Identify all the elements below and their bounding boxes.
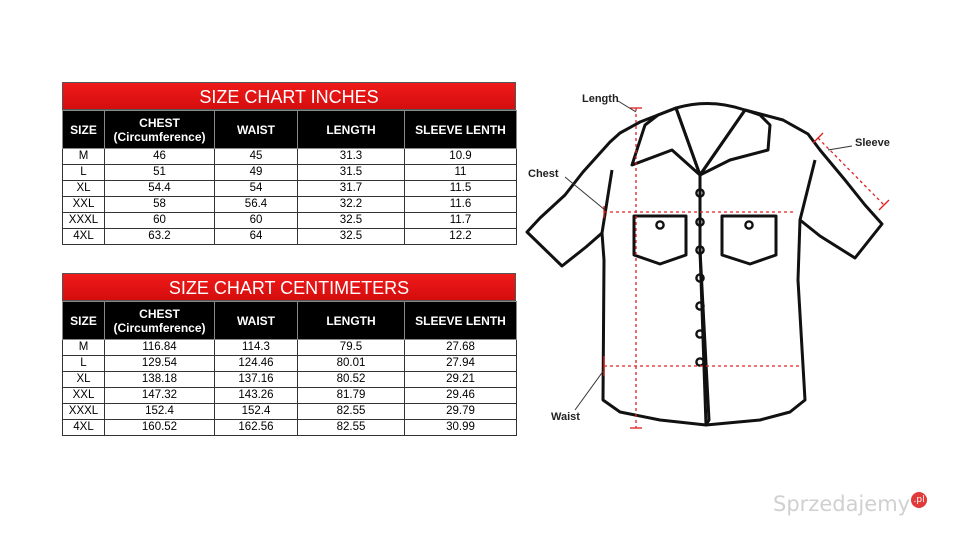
chart-title: SIZE CHART CENTIMETERS [62,273,516,301]
cell-sleeve: 11.6 [405,197,517,213]
shirt-outline [527,103,882,425]
table-row [63,197,517,213]
cell-sleeve: 11.5 [405,181,517,197]
cell-sleeve: 11.7 [405,213,517,229]
cell-chest: 116.84 [105,340,215,356]
table-row [63,404,517,420]
header-sleeve: SLEEVE LENTH [405,302,517,340]
cell-chest: 60 [105,213,215,229]
cell-waist: 56.4 [215,197,298,213]
cell-waist: 60 [215,213,298,229]
button-icon [696,358,703,365]
cell-waist: 64 [215,229,298,245]
sleeve-seam-right [800,160,815,220]
cell-size: XL [63,181,105,197]
table-row [63,388,517,404]
size-chart-centimeters [62,273,516,436]
cell-size: XXXL [63,213,105,229]
sleeve-tick [879,200,889,210]
cell-sleeve: 30.99 [405,420,517,436]
cell-length: 82.55 [298,404,405,420]
cell-length: 79.5 [298,340,405,356]
collar-left [632,108,700,175]
cell-waist: 114.3 [215,340,298,356]
size-chart-inches [62,82,516,245]
button-icon [696,302,703,309]
table-row [63,181,517,197]
sleeve-leader [828,146,852,150]
cell-chest: 46 [105,149,215,165]
cell-chest: 58 [105,197,215,213]
cell-waist: 162.56 [215,420,298,436]
cell-waist: 143.26 [215,388,298,404]
chart-title: SIZE CHART INCHES [62,82,516,110]
cell-chest: 147.32 [105,388,215,404]
header-chest-label: CHEST [139,115,180,130]
header-chest [105,111,215,149]
header-chest-label: CHEST [139,306,180,321]
table-row [63,165,517,181]
cell-sleeve: 12.2 [405,229,517,245]
pocket-right [722,216,776,264]
header-chest-sub: (Circumference) [113,129,206,144]
button-icon [656,221,663,228]
cell-waist: 152.4 [215,404,298,420]
table-row [63,213,517,229]
collar-right [700,110,770,175]
table-row [63,372,517,388]
cell-size: 4XL [63,229,105,245]
shirt-measurement-diagram [520,80,940,440]
cell-chest: 54.4 [105,181,215,197]
button-icon [745,221,752,228]
sleeve-tick [813,133,823,143]
cell-length: 82.55 [298,420,405,436]
cell-size: L [63,165,105,181]
cell-length: 32.2 [298,197,405,213]
shirt-right-panel [700,110,882,425]
cell-chest: 129.54 [105,356,215,372]
chest-leader [565,177,605,210]
cell-waist: 54 [215,181,298,197]
cell-size: XXXL [63,404,105,420]
cell-waist: 45 [215,149,298,165]
cell-size: XXL [63,197,105,213]
table-row [63,229,517,245]
shirt-left-panel [527,108,709,425]
header-length: LENGTH [298,302,405,340]
cell-length: 32.5 [298,213,405,229]
cell-size: M [63,149,105,165]
cell-waist: 49 [215,165,298,181]
cell-length: 80.52 [298,372,405,388]
cell-sleeve: 27.94 [405,356,517,372]
size-table [62,301,517,436]
header-waist: WAIST [215,111,298,149]
watermark-logo [773,492,927,516]
chest-label: Chest [528,168,559,180]
cell-waist: 124.46 [215,356,298,372]
waist-leader [575,370,604,410]
cell-length: 31.7 [298,181,405,197]
table-header-row [63,111,517,149]
collar-v [676,108,745,175]
length-label: Length [582,93,619,105]
table-row [63,340,517,356]
label-leaders [565,101,852,410]
header-sleeve: SLEEVE LENTH [405,111,517,149]
header-size: SIZE [63,111,105,149]
cell-sleeve: 27.68 [405,340,517,356]
cell-size: 4XL [63,420,105,436]
cell-chest: 63.2 [105,229,215,245]
cell-sleeve: 29.21 [405,372,517,388]
cell-length: 32.5 [298,229,405,245]
table-row [63,149,517,165]
header-chest-sub: (Circumference) [113,320,206,335]
watermark-text: Sprzedajemy [773,492,911,516]
cell-chest: 51 [105,165,215,181]
collar-back [676,103,745,110]
cell-sleeve: 11 [405,165,517,181]
cell-waist: 137.16 [215,372,298,388]
cell-sleeve: 10.9 [405,149,517,165]
cell-length: 31.5 [298,165,405,181]
header-waist: WAIST [215,302,298,340]
table-row [63,420,517,436]
cell-size: XXL [63,388,105,404]
cell-size: XL [63,372,105,388]
button-icon [696,330,703,337]
sleeve-seam-left [602,170,612,233]
cell-length: 81.79 [298,388,405,404]
cell-sleeve: 29.46 [405,388,517,404]
length-leader [618,101,636,112]
watermark-suffix: .pl [911,492,927,508]
header-chest [105,302,215,340]
header-size: SIZE [63,302,105,340]
cell-chest: 160.52 [105,420,215,436]
cell-length: 31.3 [298,149,405,165]
table-header-row [63,302,517,340]
sleeve-label: Sleeve [855,137,890,149]
pocket-left [634,216,686,264]
cell-size: M [63,340,105,356]
waist-label: Waist [551,411,580,423]
cell-chest: 152.4 [105,404,215,420]
size-table [62,110,517,245]
cell-sleeve: 29.79 [405,404,517,420]
cell-chest: 138.18 [105,372,215,388]
cell-length: 80.01 [298,356,405,372]
header-length: LENGTH [298,111,405,149]
cell-size: L [63,356,105,372]
table-row [63,356,517,372]
